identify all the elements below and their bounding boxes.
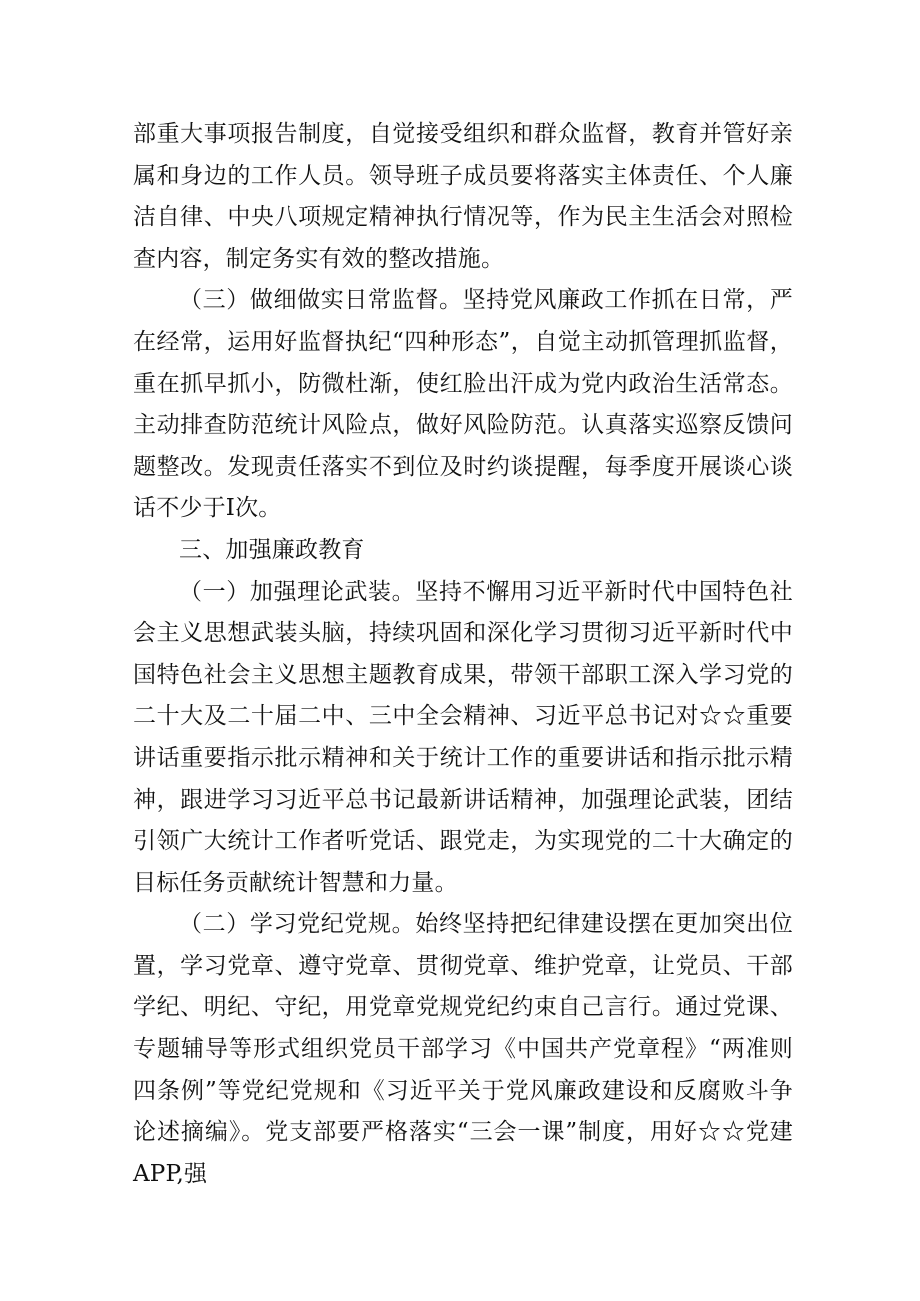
section-heading-integrity-education: 三、加强廉政教育: [179, 536, 365, 563]
paragraph-theory-study: （一）加强理论武装。坚持不懈用习近平新时代中国特色社会主义思想武装头脑，持续巩固和深化学习贯彻习近平新时代中国特色社会主义思想主题教育成果，带领干部职工深入学习党的二十大及二十届二中、三中全会精神、习近平总书记对☆☆重要讲话重要指示批示精神和关于统计工作的重要讲话和指示批示精神，跟进学习习近平总书记最新讲话精神，加强理论武装，团结引领广大统计工作者听党话、跟党走，为实现党的二十大确定的目标任务贡献统计智慧和力量。: [133, 578, 793, 896]
paragraph-daily-supervision: （三）做细做实日常监督。坚持党风廉政工作抓在日常，严在经常，运用好监督执纪“四种形态”，自觉主动抓管理抓监督，重在抓早抓小，防微杜渐，使红脸出汗成为党内政治生活常态。主动排查防范统计风险点，做好风险防范。认真落实巡察反馈问题整改。发现责任落实不到位及时约谈提醒，每季度开展谈心谈话不少于I次。: [133, 287, 793, 522]
paragraph-continuation: 部重大事项报告制度，自觉接受组织和群众监督，教育并管好亲属和身边的工作人员。领导班子成员要将落实主体责任、个人廉洁自律、中央八项规定精神执行情况等，作为民主生活会对照检查内容，制定务实有效的整改措施。: [133, 121, 793, 272]
paragraph-party-discipline: （二）学习党纪党规。始终坚持把纪律建设摆在更加突出位置，学习党章、遵守党章、贯彻党章、维护党章，让党员、干部学纪、明纪、守纪，用党章党规党纪约束自己言行。通过党课、专题辅导等形式组织党员干部学习《中国共产党章程》“两准则四条例”等党纪党规和《习近平关于党风廉政建设和反腐败斗争论述摘编》。党支部要严格落实“三会一课”制度，用好☆☆党建APP,强: [133, 911, 793, 1187]
document-body: [133, 114, 793, 1195]
